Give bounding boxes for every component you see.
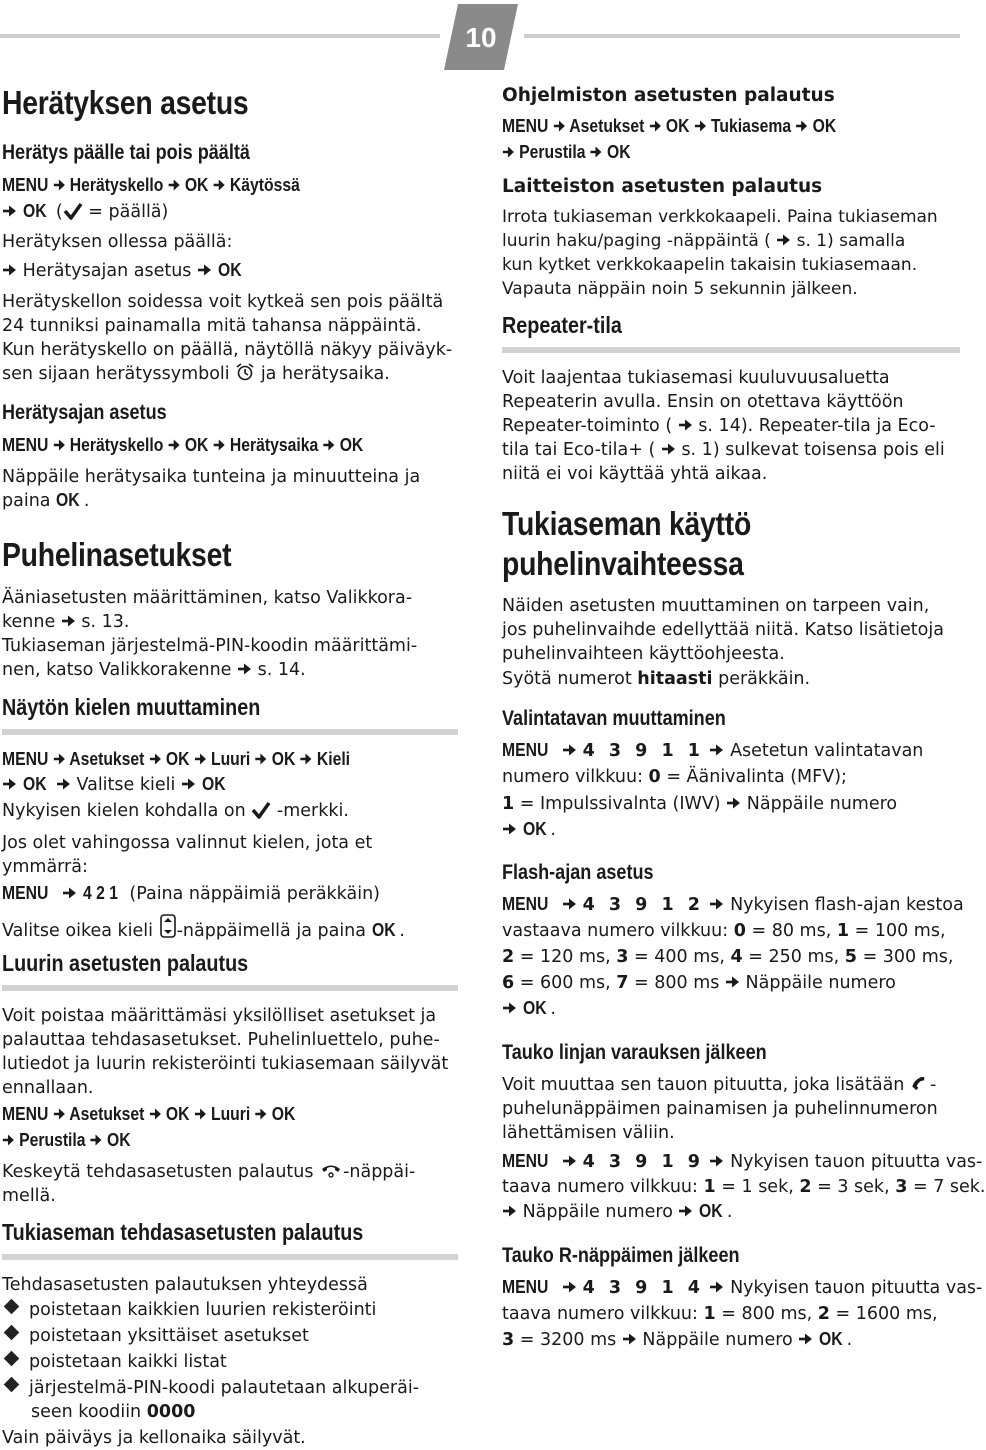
menu-item: Herätysajan asetus	[22, 261, 192, 281]
arrow-icon	[2, 1133, 15, 1147]
paragraph-line: niitä ei voi käyttää yhtä aikaa.	[502, 464, 768, 484]
arrow-icon	[649, 119, 662, 133]
arrow-icon	[255, 1107, 268, 1121]
check-icon	[251, 801, 271, 819]
paragraph-line: luurin haku/paging -näppäintä ( s. 1) samalla	[502, 231, 906, 251]
subheading-software-reset: Ohjelmiston asetusten palautus	[502, 85, 835, 106]
navigation-key-icon	[159, 913, 177, 939]
arrow-icon	[562, 897, 577, 911]
bullet-icon	[4, 1377, 20, 1393]
arrow-icon	[149, 752, 162, 766]
menu-path-software-reset: MENU Asetukset OK Tukiasema OK	[502, 115, 837, 136]
ok-key: OK	[217, 259, 242, 280]
list-item: poistetaan kaikki listat	[2, 1350, 227, 1374]
paragraph-line: Herätyskellon soidessa voit kytkeä sen pois päältä	[2, 292, 444, 312]
menu-path-software-reset-2: Perustila OK	[502, 141, 631, 163]
arrow-icon	[661, 442, 676, 456]
subheading-r-pause: Tauko R-näppäimen jälkeen	[502, 1244, 740, 1267]
arrow-icon	[53, 1107, 66, 1121]
paragraph-line: numero vilkkuu: 0 = Äänivalinta (MFV);	[502, 767, 847, 787]
check-icon	[63, 202, 83, 220]
paragraph-line: mellä.	[2, 1186, 56, 1206]
paragraph-line: Näppäile numero OK .	[502, 1200, 732, 1224]
menu-item: Herätyskello	[69, 174, 164, 195]
paragraph-line: tila tai Eco-tila+ ( s. 1) sulkevat toisensa pois eli	[502, 440, 945, 460]
paragraph-line: Tukiaseman järjestelmä-PIN-koodin määrittämi-	[2, 636, 418, 656]
heading-handset-reset: Luurin asetusten palautus	[2, 950, 249, 976]
paragraph-line: Voit laajentaa tukiasemasi kuuluvuusaluetta	[502, 368, 890, 388]
paragraph-line: OK .	[502, 818, 556, 842]
paragraph-line: Näppäile herätysaika tunteina ja minuutteina ja	[2, 467, 421, 487]
menu-path-alarm-time	[2, 259, 245, 283]
arrow-icon	[562, 743, 577, 757]
arrow-icon	[709, 743, 724, 757]
menu-path-alarm-time-2: MENU Herätyskello OK Herätysaika OK	[2, 434, 364, 455]
list-item: poistetaan kaikkien luurien rekisteröinti	[2, 1298, 376, 1322]
paragraph-line: Voit muuttaa sen tauon pituutta, joka lisätään -	[502, 1075, 937, 1095]
menu-path-reset: MENU Asetukset OK Luuri OK	[2, 1103, 296, 1124]
paragraph-line: lutiedot ja luurin rekisteröinti tukiasemaan säilyvät	[2, 1054, 449, 1074]
menu-path-language-2: OK Valitse kieli OK	[2, 773, 229, 797]
menu-path-pause: MENU 4 3 9 1 9 Nykyisen tauon pituutta vas-	[502, 1150, 983, 1172]
paragraph-line: Voit poistaa määrittämäsi yksilölliset asetukset ja	[2, 1006, 437, 1026]
heading-rule	[502, 347, 960, 353]
heading-alarm: Herätyksen asetus	[2, 84, 249, 121]
arrow-icon	[213, 178, 226, 192]
arrow-icon	[798, 1332, 813, 1346]
subheading-alarm-time: Herätysajan asetus	[2, 401, 167, 424]
arrow-icon	[194, 752, 207, 766]
heading-pbx-2: puhelinvaihteessa	[502, 545, 744, 582]
arrow-icon	[181, 777, 196, 791]
arrow-icon	[502, 1204, 517, 1218]
header-line-left	[0, 34, 440, 38]
ok-key: OK	[22, 200, 47, 221]
arrow-icon	[62, 886, 77, 900]
paragraph-line: Syötä numerot hitaasti peräkkäin.	[502, 669, 811, 689]
arrow-icon	[237, 662, 252, 676]
bullet-icon	[4, 1351, 20, 1367]
subheading-hardware-reset: Laitteiston asetusten palautus	[502, 176, 823, 197]
paragraph-line: ymmärrä:	[2, 857, 88, 877]
arrow-icon	[776, 233, 791, 247]
heading-repeater: Repeater-tila	[502, 312, 622, 338]
arrow-icon	[194, 1107, 207, 1121]
arrow-icon	[709, 897, 724, 911]
menu-key: MENU	[2, 434, 49, 455]
paragraph-line: taava numero vilkkuu: 1 = 800 ms, 2 = 1600 ms,	[502, 1304, 938, 1324]
heading-rule	[2, 729, 458, 735]
bullet-icon	[4, 1325, 20, 1341]
subheading-alarm-onoff: Herätys päälle tai pois päältä	[2, 141, 250, 164]
arrow-icon	[590, 145, 603, 159]
menu-key: MENU	[2, 174, 49, 195]
heading-phone-settings: Puhelinasetukset	[2, 536, 232, 573]
arrow-icon	[197, 263, 212, 277]
arrow-icon	[502, 145, 515, 159]
heading-base-reset: Tukiaseman tehdasasetusten palautus	[2, 1219, 364, 1245]
subheading-flash: Flash-ajan asetus	[502, 861, 654, 884]
arrow-icon	[725, 975, 740, 989]
list-item: poistetaan yksittäiset asetukset	[2, 1324, 309, 1348]
heading-rule	[2, 1254, 458, 1260]
paragraph-line: Kun herätyskello on päällä, näytöllä näkyy päiväyk-	[2, 340, 453, 360]
arrow-icon	[726, 796, 741, 810]
header-line-right	[524, 34, 960, 38]
arrow-icon	[2, 777, 17, 791]
paragraph-line: kenne s. 13.	[2, 612, 130, 632]
paragraph-line: palauttaa tehdasasetukset. Puhelinluettelo, puhe-	[2, 1030, 440, 1050]
arrow-icon	[149, 1107, 162, 1121]
arrow-icon	[502, 822, 517, 836]
arrow-icon	[90, 1133, 103, 1147]
paragraph-line: Repeater-toiminto ( s. 14). Repeater-tila ja Eco-	[502, 416, 936, 436]
arrow-icon	[168, 178, 181, 192]
paragraph-line: lähettämisen väliin.	[502, 1123, 675, 1143]
arrow-icon	[300, 752, 313, 766]
subheading-line-pause: Tauko linjan varauksen jälkeen	[502, 1041, 767, 1064]
menu-path-language: MENU Asetukset OK Luuri OK Kieli	[2, 748, 351, 769]
page-number-tab	[444, 4, 520, 70]
arrow-icon	[622, 1332, 637, 1346]
menu-path-dial: MENU 4 3 9 1 1 Asetetun valintatavan	[502, 739, 924, 761]
paragraph-line: vastaava numero vilkkuu: 0 = 80 ms, 1 = 100 ms,	[502, 921, 946, 941]
paragraph-line: Repeaterin avulla. Ensin on otettava käyttöön	[502, 392, 904, 412]
arrow-icon	[61, 614, 76, 628]
bullet-icon	[4, 1299, 20, 1315]
menu-path-alarm	[2, 174, 300, 196]
paragraph-line: 1 = Impulssivalnta (IWV) Näppäile numero	[502, 794, 898, 814]
arrow-icon	[255, 752, 268, 766]
alarm-clock-icon	[235, 362, 255, 382]
arrow-icon	[709, 1154, 724, 1168]
paragraph-line: 3 = 3200 ms Näppäile numero OK .	[502, 1328, 853, 1350]
arrow-icon	[562, 1280, 577, 1294]
arrow-icon	[562, 1154, 577, 1168]
arrow-icon	[213, 438, 226, 452]
arrow-icon	[323, 438, 336, 452]
arrow-icon	[553, 119, 566, 133]
page-number: 10	[465, 22, 497, 53]
paragraph-line: 6 = 600 ms, 7 = 800 ms Näppäile numero	[502, 973, 896, 993]
heading-language: Näytön kielen muuttaminen	[2, 694, 261, 720]
paragraph-line: Vapauta näppäin noin 5 sekunnin jälkeen.	[502, 279, 858, 299]
paragraph-line: Nykyisen kielen kohdalla on -merkki.	[2, 801, 349, 821]
paragraph-line: sen sijaan herätyssymboli ja herätysaika.	[2, 364, 390, 384]
arrow-icon	[53, 438, 66, 452]
menu-path-ok-on: OK ( = päällä)	[2, 200, 168, 222]
paragraph-line: 24 tunniksi painamalla mitä tahansa näppäintä.	[2, 316, 422, 336]
paragraph-line: Näiden asetusten muuttaminen on tarpeen vain,	[502, 596, 930, 616]
paragraph-line: Jos olet vahingossa valinnut kielen, jota et	[2, 833, 373, 853]
arrow-icon	[56, 777, 71, 791]
paragraph-line: Tehdasasetusten palautuksen yhteydessä	[2, 1275, 368, 1295]
end-call-icon	[319, 1160, 343, 1180]
menu-path-flash: MENU 4 3 9 1 2 Nykyisen flash-ajan kestoa	[502, 893, 964, 915]
paragraph-line: paina OK .	[2, 489, 90, 511]
paragraph-line: jos puhelinvaihde edellyttää niitä. Katso lisätietoja	[502, 620, 944, 640]
heading-rule	[2, 985, 458, 991]
arrow-icon	[709, 1280, 724, 1294]
paragraph-line: taava numero vilkkuu: 1 = 1 sek, 2 = 3 sek, 3 = 7 sek.	[502, 1177, 986, 1197]
subheading-dial-mode: Valintatavan muuttaminen	[502, 707, 726, 730]
arrow-icon	[53, 752, 66, 766]
paragraph-line: ennallaan.	[2, 1078, 94, 1098]
menu-item: Käytössä	[229, 174, 300, 195]
list-item: järjestelmä-PIN-koodi palautetaan alkuperäi-	[2, 1376, 419, 1400]
paragraph-line: nen, katso Valikkorakenne s. 14.	[2, 660, 306, 680]
ok-key: OK	[184, 174, 209, 195]
arrow-icon	[678, 418, 693, 432]
arrow-icon	[2, 263, 17, 277]
paragraph-line: kun kytket verkkokaapelin takaisin tukiasemaan.	[502, 255, 918, 275]
paragraph-line: OK .	[502, 997, 556, 1021]
arrow-icon	[795, 119, 808, 133]
arrow-icon	[678, 1204, 693, 1218]
arrow-icon	[168, 438, 181, 452]
menu-path-reset-lang: MENU 4 2 1 (Paina näppäimiä peräkkäin)	[2, 882, 381, 904]
paragraph-line: Valitse oikea kieli -näppäimellä ja paina OK .	[2, 913, 405, 943]
paragraph-line: Keskeytä tehdasasetusten palautus -näppäi-	[2, 1162, 416, 1182]
list-item-cont: seen koodiin 0000	[31, 1402, 196, 1422]
paragraph-line: 2 = 120 ms, 3 = 400 ms, 4 = 250 ms, 5 = 300 ms,	[502, 947, 954, 967]
arrow-icon	[502, 1001, 517, 1015]
arrow-icon	[2, 204, 17, 218]
menu-path-r-pause: MENU 4 3 9 1 4 Nykyisen tauon pituutta vas-	[502, 1276, 983, 1298]
heading-pbx: Tukiaseman käyttö	[502, 505, 752, 542]
paragraph-line: puhelinvaihteen käyttöohjeesta.	[502, 644, 785, 664]
when-alarm-on: Herätyksen ollessa päällä:	[2, 232, 233, 252]
arrow-icon	[53, 178, 66, 192]
menu-path-reset-2: Perustila OK	[2, 1129, 131, 1151]
paragraph-line: Ääniasetusten määrittäminen, katso Valikkora-	[2, 588, 413, 608]
on-label: = päällä)	[88, 202, 169, 222]
paragraph-line: puhelunäppäimen painamisen ja puhelinnumeron	[502, 1099, 938, 1119]
paragraph-line: Vain päiväys ja kellonaika säilyvät.	[2, 1428, 306, 1448]
paragraph-line: Irrota tukiaseman verkkokaapeli. Paina tukiaseman	[502, 207, 938, 227]
call-icon	[910, 1073, 930, 1093]
arrow-icon	[694, 119, 707, 133]
